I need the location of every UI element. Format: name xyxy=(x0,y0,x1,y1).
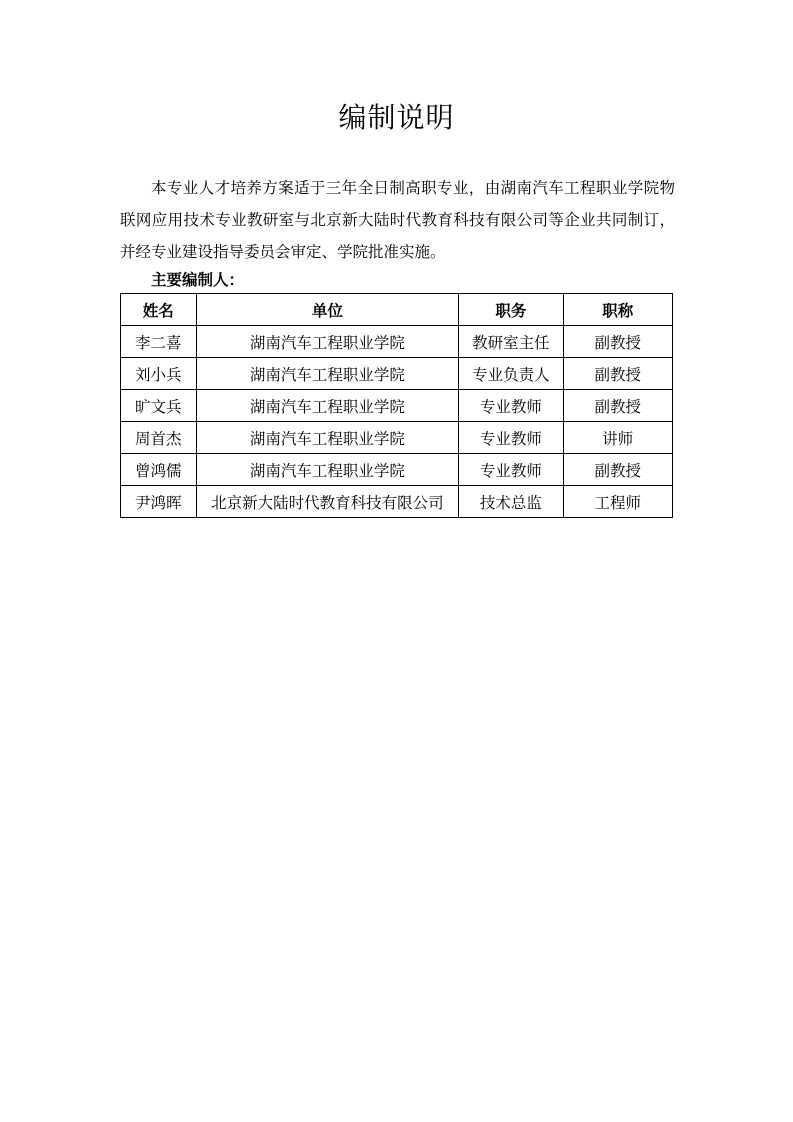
table-row xyxy=(121,390,673,422)
cell-post: 技术总监 xyxy=(459,486,563,518)
cell-title: 副教授 xyxy=(563,326,672,358)
cell-title: 副教授 xyxy=(563,454,672,486)
cell-post: 专业负责人 xyxy=(459,358,563,390)
header-title: 职称 xyxy=(563,294,672,326)
cell-name: 刘小兵 xyxy=(121,358,197,390)
cell-title: 讲师 xyxy=(563,422,672,454)
editors-table xyxy=(120,293,673,518)
cell-title: 工程师 xyxy=(563,486,672,518)
cell-name: 曾鸿儒 xyxy=(121,454,197,486)
header-post: 职务 xyxy=(459,294,563,326)
cell-unit: 湖南汽车工程职业学院 xyxy=(196,422,458,454)
editors-label: 主要编制人： xyxy=(151,271,245,289)
cell-name: 旷文兵 xyxy=(121,390,197,422)
cell-unit: 湖南汽车工程职业学院 xyxy=(196,454,458,486)
cell-unit: 湖南汽车工程职业学院 xyxy=(196,358,458,390)
cell-unit: 湖南汽车工程职业学院 xyxy=(196,390,458,422)
cell-post: 教研室主任 xyxy=(459,326,563,358)
cell-unit: 北京新大陆时代教育科技有限公司 xyxy=(196,486,458,518)
cell-name: 李二喜 xyxy=(121,326,197,358)
intro-paragraph: 本专业人才培养方案适于三年全日制高职专业，由湖南汽车工程职业学院物联网应用技术专业教研室与北京新大陆时代教育科技有限公司等企业共同制订，并经专业建设指导委员会审定、学院批准实施。 xyxy=(120,179,675,261)
cell-post: 专业教师 xyxy=(459,454,563,486)
header-name: 姓名 xyxy=(121,294,197,326)
header-unit: 单位 xyxy=(196,294,458,326)
table-row xyxy=(121,486,673,518)
cell-name: 周首杰 xyxy=(121,422,197,454)
page-title: 编制说明 xyxy=(338,101,455,134)
table-row xyxy=(121,326,673,358)
cell-unit: 湖南汽车工程职业学院 xyxy=(196,326,458,358)
cell-title: 副教授 xyxy=(563,358,672,390)
table-row xyxy=(121,422,673,454)
cell-post: 专业教师 xyxy=(459,390,563,422)
cell-name: 尹鸿晖 xyxy=(121,486,197,518)
table-header-row xyxy=(121,294,673,326)
table-row xyxy=(121,454,673,486)
table-row xyxy=(121,358,673,390)
cell-post: 专业教师 xyxy=(459,422,563,454)
cell-title: 副教授 xyxy=(563,390,672,422)
